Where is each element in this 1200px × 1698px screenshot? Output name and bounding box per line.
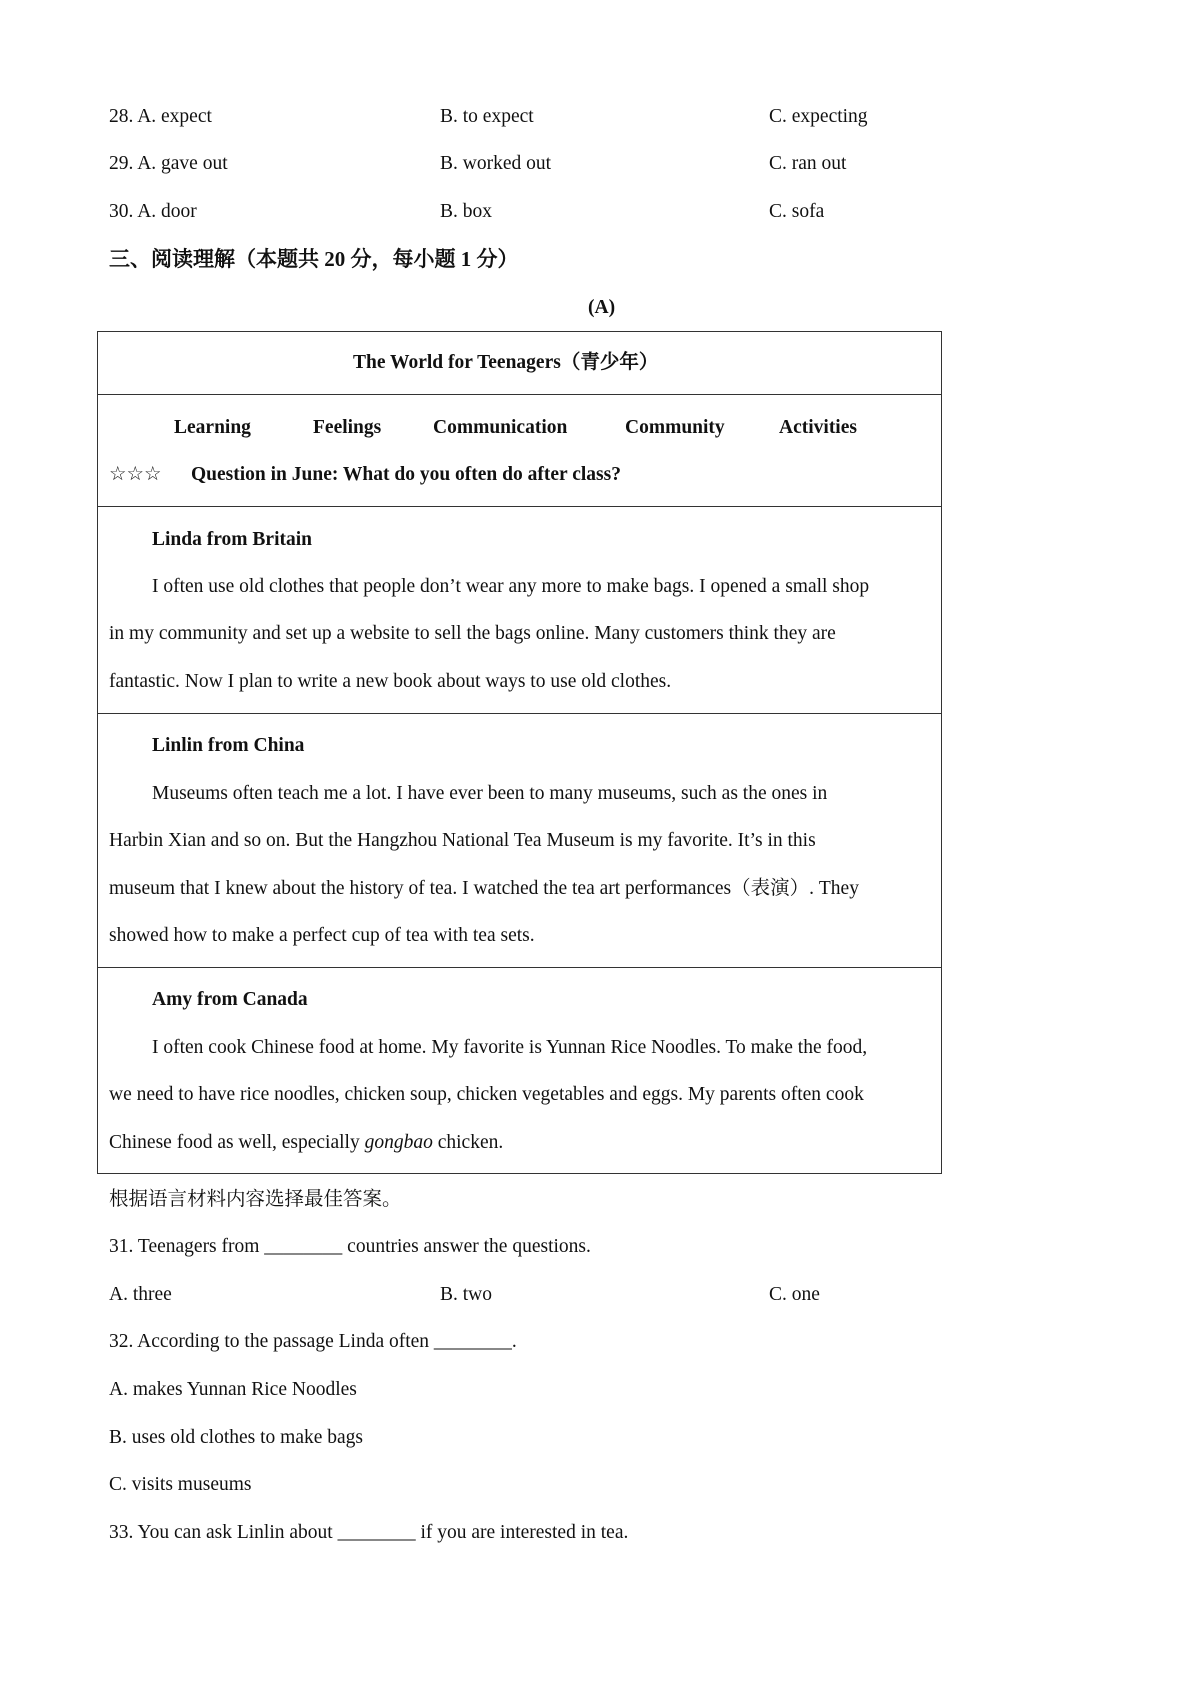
nav-feelings: Feelings [313, 417, 382, 438]
question-31: 31. Teenagers from ________ countries answer the questions. [109, 1236, 591, 1257]
question-30: 30. A. door [109, 201, 197, 222]
entry-text: fantastic. Now I plan to write a new book about ways to use old clothes. [109, 671, 672, 692]
nav-activities: Activities [779, 417, 857, 438]
divider [97, 394, 942, 395]
divider [97, 967, 942, 968]
entry-text: Chinese food as well, especially gongbao chicken. [109, 1132, 504, 1153]
entry-name-linda: Linda from Britain [152, 529, 312, 550]
nav-community: Community [625, 417, 725, 438]
option-29-c: C. ran out [769, 153, 847, 174]
entry-text: we need to have rice noodles, chicken soup, chicken vegetables and eggs. My parents often cook [109, 1084, 864, 1105]
instruction: 根据语言材料内容选择最佳答案。 [109, 1189, 402, 1210]
option-31-b: B. two [440, 1284, 493, 1305]
option-32-a: A. makes Yunnan Rice Noodles [109, 1379, 357, 1400]
option-32-c: C. visits museums [109, 1474, 252, 1495]
entry-name-linlin: Linlin from China [152, 735, 305, 756]
star-icons: ☆☆☆ [109, 464, 162, 485]
question-33: 33. You can ask Linlin about ________ if you are interested in tea. [109, 1522, 629, 1543]
nav-communication: Communication [433, 417, 568, 438]
entry-text: in my community and set up a website to sell the bags online. Many customers think they are [109, 623, 836, 644]
section-heading: 三、阅读理解（本题共 20 分，每小题 1 分） [109, 247, 519, 271]
option-30-c: C. sofa [769, 201, 825, 222]
passage-label: (A) [588, 297, 616, 318]
table-title: The World for Teenagers（青少年） [353, 352, 659, 373]
entry-text: Museums often teach me a lot. I have ever been to many museums, such as the ones in [152, 783, 828, 804]
divider [97, 506, 942, 507]
entry-text: Harbin Xian and so on. But the Hangzhou National Tea Museum is my favorite. It’s in this [109, 830, 816, 851]
entry-text: I often use old clothes that people don’t wear any more to make bags. I opened a small shop [152, 576, 870, 597]
option-29-b: B. worked out [440, 153, 552, 174]
entry-text: showed how to make a perfect cup of tea with tea sets. [109, 925, 535, 946]
monthly-question: Question in June: What do you often do after class? [191, 464, 621, 485]
option-31-a: A. three [109, 1284, 172, 1305]
option-28-c: C. expecting [769, 106, 868, 127]
question-29: 29. A. gave out [109, 153, 228, 174]
question-28: 28. A. expect [109, 106, 212, 127]
option-28-b: B. to expect [440, 106, 534, 127]
entry-text: I often cook Chinese food at home. My favorite is Yunnan Rice Noodles. To make the food, [152, 1037, 868, 1058]
option-30-b: B. box [440, 201, 493, 222]
question-32: 32. According to the passage Linda often ________. [109, 1331, 517, 1352]
entry-text: museum that I knew about the history of tea. I watched the tea art performances（表演）. They [109, 878, 859, 899]
entry-name-amy: Amy from Canada [152, 989, 308, 1010]
option-32-b: B. uses old clothes to make bags [109, 1427, 364, 1448]
divider [97, 713, 942, 714]
option-31-c: C. one [769, 1284, 820, 1305]
nav-learning: Learning [174, 417, 251, 438]
